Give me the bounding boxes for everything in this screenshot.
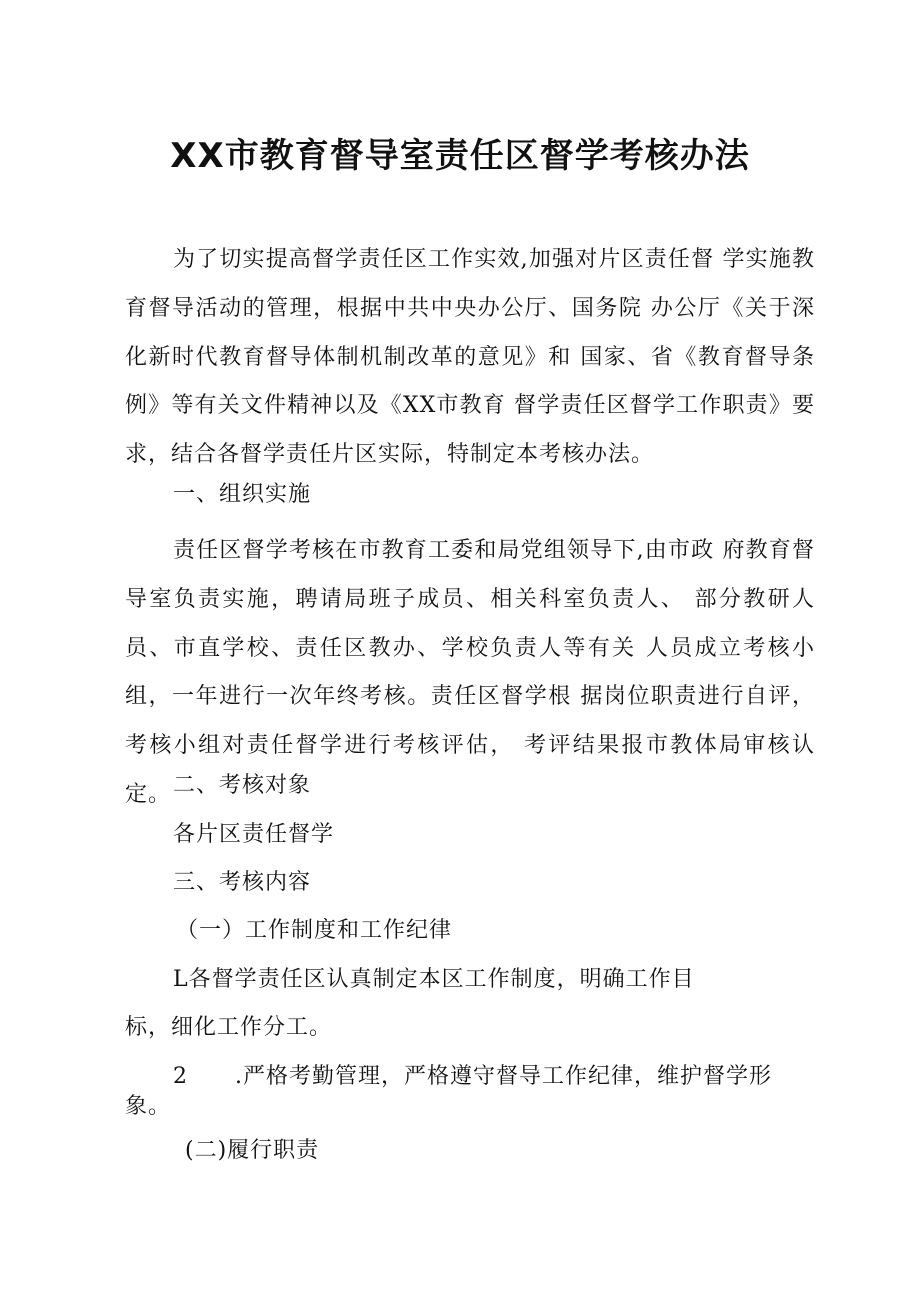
- subsection-2-heading: (二)履行职责: [185, 1138, 320, 1163]
- section-1-heading: 一、组织实施: [173, 482, 312, 507]
- section-1-text: 责任区督学考核在市教育工委和局党组领导下,由市政 府教育督导室负责实施，聘请局班子成员、相关科室负责人、 部分教研人员、市直学校、责任区教办、学校负责人等有关 人员成立考核小组，一年进行一次年终考核。责任区督学根 据岗位职责进行自评，考核小组对责任督学进行考核评估， 考评结果报市教体局审核认定。: [125, 538, 815, 807]
- section-2-heading: 二、考核对象: [173, 773, 312, 798]
- intro-paragraph: [125, 236, 815, 480]
- item-2-line-1: .严格考勤管理，严格遵守督导工作纪律，维护督学形: [235, 1064, 772, 1089]
- section-3-heading: 三、考核内容: [173, 870, 312, 895]
- section-2-body: 各片区责任督学: [173, 822, 335, 847]
- intro-text: 为了切实提高督学责任区工作实效,加强对片区责任督 学实施教育督导活动的管理，根据中共中央办公厅、国务院 办公厅《关于深化新时代教育督导体制机制改革的意见》和 国家、省《教育督导条例》等有关文件精神以及《XX市教育 督学责任区督学工作职责》要求，结合各督学责任片区实际，特制定本考核办法。: [125, 247, 815, 468]
- item-2-line-2: 象。: [125, 1094, 172, 1119]
- item-2-number: 2: [173, 1064, 187, 1089]
- item-1-line-2: 标，细化工作分工。: [125, 1015, 333, 1040]
- document-title: XX市教育督导室责任区督学考核办法: [170, 136, 750, 176]
- item-1-line-1: L各督学责任区认真制定本区工作制度，明确工作目: [173, 967, 695, 992]
- subsection-1-heading: （一）工作制度和工作纪律: [176, 918, 453, 943]
